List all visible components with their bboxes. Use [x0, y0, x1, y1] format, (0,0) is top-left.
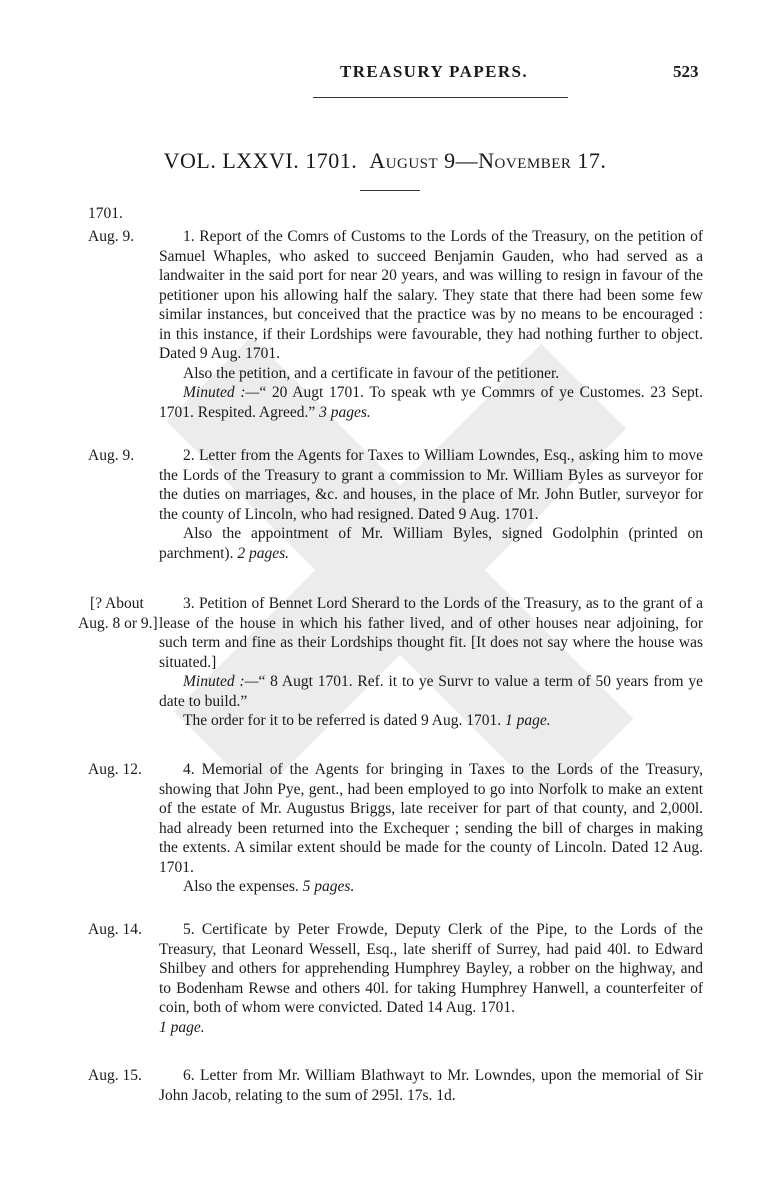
entry-body: [159, 1066, 703, 1105]
entry-date: Aug. 15.: [88, 1067, 142, 1084]
entry-closing: The order for it to be referred is dated 9 Aug. 1701. 1 page.: [183, 712, 551, 729]
page-count: 2 pages.: [237, 544, 289, 562]
entry-paragraph: Also the petition, and a certificate in favour of the petitioner.: [183, 364, 560, 382]
page-number: 523: [673, 62, 699, 81]
volume-heading: [0, 148, 770, 174]
entry-date-line: [? About: [90, 595, 144, 612]
heading-rule: [360, 190, 420, 191]
running-head: [0, 62, 770, 86]
entry-date: Aug. 9.: [88, 447, 135, 464]
entry-pages: [159, 1018, 703, 1038]
minute-label: Minuted :—: [183, 384, 260, 401]
minute-text: “ 20 Augt 1701. To speak wth ye Commrs of ye Customes. 23 Sept. 1701. Respited. Agreed.”: [159, 384, 703, 421]
entry-body: [159, 920, 703, 1037]
entry-paragraph: 2. Letter from the Agents for Taxes to William Lowndes, Esq., asking him to move the Lords of the Treasury to grant a commission to Mr. William Byles as surveyor for the duties on marriages, &c. and houses, in the place of Mr. John Butler, surveyor for the county of Lincoln, who had resigned. Dated 9 Aug. 1701.: [159, 447, 703, 523]
entry-minute: [159, 383, 703, 422]
minute-label: Minuted :—: [183, 673, 259, 690]
entry-paragraph: 4. Memorial of the Agents for bringing in Taxes to the Lords of the Treasury, showing that John Pye, gent., had been employed to go into Norfolk to make an extent of the estate of Mr. Augustus Briggs, late receiver for part of that county, and 2,000l. had already been returned into the Exchequer ; sending the bill of charges in making the extents. A similar extent should be made for the county of Lincoln. Dated 12 Aug. 1701.: [159, 761, 703, 876]
entry-date: Aug. 9.: [88, 228, 135, 245]
header-rule: [313, 97, 568, 98]
page-count: 1 page.: [504, 712, 551, 729]
date-range: August 9—November 17.: [369, 148, 607, 173]
entry-body: [159, 594, 703, 731]
year-marker: 1701.: [88, 205, 123, 222]
entry-date: Aug. 14.: [88, 921, 142, 938]
page-count: 1 page.: [159, 1018, 205, 1036]
entry-paragraph: 5. Certificate by Peter Frowde, Deputy Clerk of the Pipe, to the Lords of the Treasury, that Leonard Wessell, Esq., late sheriff of Surrey, had paid 40l. to Edward Shilbey and others for apprehending Humphrey Bayley, a robber on the highway, and to Bodenham Rewse and others 40l. for taking Humphrey Hanwell, a counterfeiter of coin, both of whom were convicted. Dated 14 Aug. 1701.: [159, 921, 703, 1016]
entry-paragraph: Also the appointment of Mr. William Byles, signed Godolphin (printed on parchment). 2 pages.: [159, 525, 703, 562]
entry-date-line: Aug. 8 or 9.]: [78, 615, 158, 632]
entry-paragraph: 6. Letter from Mr. William Blathwayt to Mr. Lowndes, upon the memorial of Sir John Jacob, relating to the sum of 295l. 17s. 1d.: [159, 1067, 703, 1104]
entry-paragraph: 3. Petition of Bennet Lord Sherard to the Lords of the Treasury, as to the grant of a lease of the house in which his father lived, and of other houses near adjoining, for such term and fine as their Lordships thought fit. [It does not say where the house was situated.]: [159, 595, 703, 671]
volume-label: VOL. LXXVI. 1701.: [163, 148, 358, 173]
running-title: TREASURY PAPERS.: [340, 62, 529, 81]
entry-date: Aug. 12.: [88, 761, 142, 778]
entry-body: [159, 760, 703, 897]
page-count: 3 pages.: [319, 403, 371, 421]
page-count: 5 pages.: [302, 878, 355, 895]
entry-paragraph: 1. Report of the Comrs of Customs to the Lords of the Treasury, on the petition of Samuel Whaples, who asked to succeed Benjamin Gauden, who had served as a landwaiter in the said port for near 20 years, and was willing to resign in favour of the petitioner upon his allowing half the salary. They state that there had been some few similar instances, but conceived that the practice was by no means to be encouraged : in this instance, if their Lordships were favourable, they had nothing further to object. Dated 9 Aug. 1701.: [159, 228, 703, 362]
entry-body: [159, 446, 703, 563]
minute-text: “ 8 Augt 1701. Ref. it to ye Survr to value a term of 50 years from ye date to build.”: [159, 673, 703, 710]
entry-body: [159, 227, 703, 422]
entry-minute: [159, 672, 703, 711]
entry-paragraph: Also the expenses. 5 pages.: [183, 878, 355, 895]
